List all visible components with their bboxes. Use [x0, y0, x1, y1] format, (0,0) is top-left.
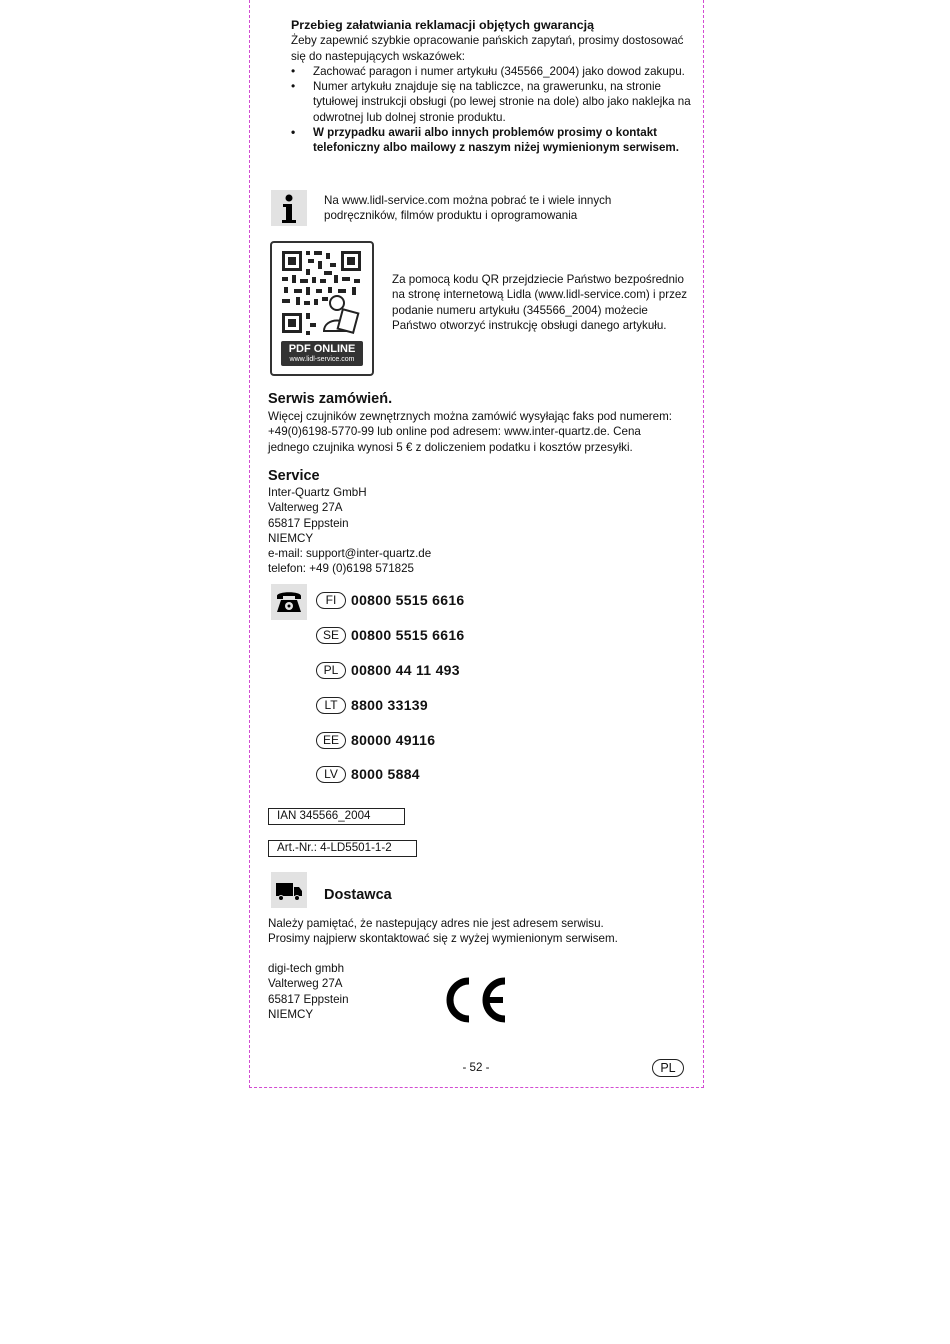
truck-icon — [271, 872, 307, 908]
order-title: Serwis zamówień. — [268, 391, 393, 407]
supplier-note-2: Prosimy najpierw skontaktować się z wyżej wymienionym serwisem. — [268, 932, 618, 945]
list-item: • W przypadku awarii albo innych problemów prosimy o kontakt telefoniczny albo mailowy z naszym niżej wymienionym serwisem. — [291, 125, 691, 156]
hotline-se — [316, 625, 465, 645]
supplier-company: digi-tech gmbh — [268, 962, 345, 975]
supplier-title: Dostawca — [324, 887, 392, 903]
supplier-city: 65817 Eppstein — [268, 992, 349, 1006]
country-badge: EE — [316, 732, 346, 749]
article-number-box: Art.-Nr.: 4-LD5501-1-2 — [268, 840, 417, 857]
hotline-number: 8800 33139 — [351, 697, 428, 713]
hotline-fi — [316, 590, 465, 610]
hotline-number: 00800 5515 6616 — [351, 627, 465, 643]
qr-code — [270, 241, 374, 376]
country-badge: FI — [316, 592, 346, 609]
service-address — [268, 485, 568, 577]
country-badge: LV — [316, 766, 346, 783]
hotline-number: 00800 5515 6616 — [351, 592, 465, 608]
country-badge: PL — [316, 662, 346, 679]
supplier-street: Valterweg 27A — [268, 977, 343, 991]
qr-badge-title: PDF ONLINE — [288, 343, 356, 355]
list-item: • Numer artykułu znajduje się na tabliczce, na grawerunku, na stronie tytułowej instrukcji obsługi (po lewej stronie na dole) albo jako naklejka na odwrotnej lub dolnej stronie produktu. — [291, 79, 691, 125]
ian-box: IAN 345566_2004 — [268, 808, 405, 825]
warranty-intro: Żeby zapewnić szybkie opracowanie pańskich zapytań, prosimy dostosować się do nastepujących wskazówek: — [291, 34, 684, 63]
supplier-note-1: Należy pamiętać, że nastepujący adres nie jest adresem serwisu. — [268, 917, 604, 930]
country-badge: LT — [316, 697, 346, 714]
hotline-lt — [316, 695, 428, 715]
service-street: Valterweg 27A — [268, 501, 343, 515]
hotline-number: 00800 44 11 493 — [351, 662, 460, 678]
warranty-section — [291, 18, 691, 156]
warranty-title: Przebieg załatwiania reklamacji objętych gwarancją — [291, 18, 595, 32]
info-text: Na www.lidl-service.com można pobrać te i wiele innych podręczników, filmów produktu i oprogramowania — [324, 194, 612, 223]
country-badge: SE — [316, 627, 346, 644]
page-number: - 52 - — [462, 1061, 490, 1074]
hotline-ee — [316, 730, 435, 750]
ce-mark-logo — [443, 976, 509, 1024]
hotline-number: 8000 5884 — [351, 766, 420, 782]
service-title: Service — [268, 468, 320, 484]
warranty-list — [291, 64, 691, 156]
language-badge: PL — [652, 1059, 684, 1077]
supplier-country: NIEMCY — [268, 1007, 314, 1021]
list-item: • Zachować paragon i numer artykułu (345566_2004) jako dowod zakupu. — [291, 64, 691, 79]
qr-badge-url: www.lidl-service.com — [289, 356, 355, 363]
info-icon — [271, 190, 307, 226]
service-city: 65817 Eppstein — [268, 516, 349, 530]
service-company: Inter-Quartz GmbH — [268, 486, 367, 499]
service-email: e-mail: support@inter-quartz.de — [268, 547, 432, 561]
service-country: NIEMCY — [268, 531, 314, 545]
service-phone: telefon: +49 (0)6198 571825 — [268, 562, 415, 576]
qr-text: Za pomocą kodu QR przejdziecie Państwo bezpośrednio na stronę internetową Lidla (www.lidl-service.com) i przez podanie numeru artykułu (345566_2004) możecie Państwo otworzyć instrukcję obsługi danego artykułu. — [392, 273, 688, 332]
telephone-icon — [271, 584, 307, 620]
order-text: Więcej czujników zewnętrznych można zamówić wysyłając faks pod numerem: +49(0)6198-5770-99 lub online pod adresem: www.inter-quartz.de. Cena jednego czujnika wynosi 5 € z doliczeniem podatku i kosztów przesyłki. — [268, 410, 672, 454]
hotline-lv — [316, 764, 420, 784]
hotline-pl — [316, 660, 460, 680]
hotline-number: 80000 49116 — [351, 732, 436, 748]
supplier-address — [268, 961, 428, 1022]
